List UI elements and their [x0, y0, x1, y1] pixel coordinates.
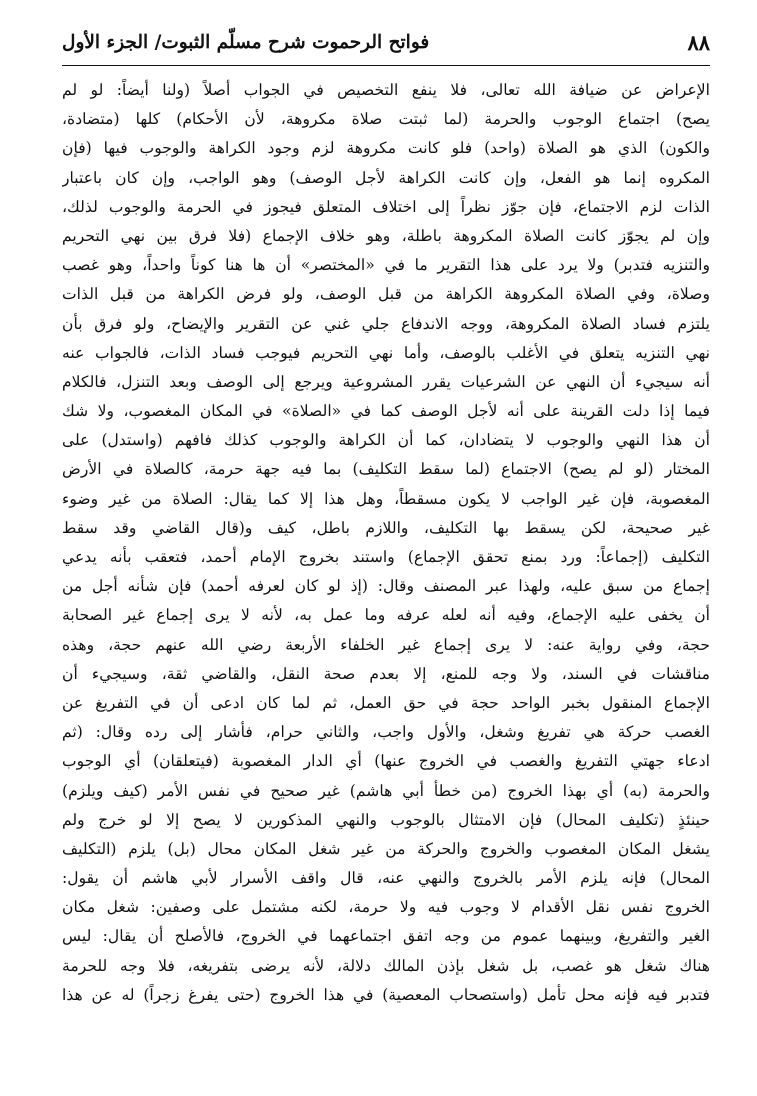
- text-line: التكليف (إجماعاً: ورد بمنع تحقق الإجماع) واستند بخروج الإمام أحمد، فتعقب بأنه يدعي: [62, 548, 710, 566]
- text-line: هناك شغل هو غصب، بل شغل بإذن المالك دلالة، لأنه يرضى بتفريغه، فلا وجه للحرمة: [62, 956, 710, 975]
- text-line: الخروج نفس نقل الأقدام لا وجوب فيه ولا حرمة، لكنه مشتمل على وصفين: شغل مكان: [62, 898, 710, 917]
- text-line: فتدبر فيه فإنه محل تأمل (واستصحاب المعصية) في هذا الخروج (حتى يفرغ زجراً) له عن هذا: [62, 985, 710, 1004]
- text-line: ادعاء جهتي التفريغ والغصب في الخروج عنها) أي الدار المغصوبة (فيتعلقان) أي الوجوب: [62, 752, 710, 771]
- body-text: [62, 76, 710, 1010]
- page-header: [62, 26, 710, 62]
- text-line: وصلاة، وفي الصلاة المكروهة الكراهة من قبل الوصف، ولو فرض الكراهة من قبل الذات: [62, 285, 710, 304]
- text-line: يشغل المكان المغصوب والخروج والحركة من غير شغل المكان محال (بل) يلزم (التكليف: [62, 839, 710, 858]
- text-line: والكون) الذي هو الصلاة (واحد) فلو كانت مكروهة لزم وجود الكراهة والوجوب فيها (فإن: [62, 139, 710, 158]
- text-line: أن هذا النهي والوجوب لا يتضادان، كما أن الكراهة والوجوب كذلك فافهم (واستدل) على: [62, 431, 710, 450]
- text-line: الغصب حركة هي تفريغ وشغل، والأول واجب، والثاني حرام، فأشار إلى رده وقال: (ثم: [62, 723, 710, 742]
- text-line: أن يخفى عليه الإجماع، وفيه أنه لعله عرفه وما عمل به، لأنه لا يرى إجماع غير الصحابة: [62, 606, 710, 625]
- text-line: يصح) اجتماع الوجوب والحرمة (لما ثبتت صلاة مكروهة، لأن الأحكام) كلها (متضادة،: [62, 110, 710, 129]
- text-line: المكروه إنما هو الفعل، وإن كانت الكراهة لأجل الوصف) وهو الواجب، وإن كان باعتبار: [62, 168, 710, 187]
- text-line: غير صحيحة، لكن يسقط بها التكليف، واللازم باطل، كيف و(قال القاضي وقد سقط: [62, 518, 710, 537]
- text-line: المغصوبة، فإن غير الواجب لا يكون مسقطاً، وهل هذا إلا كما يقال: الصلاة من غير وضوء: [62, 489, 710, 508]
- text-line: الذات لزم الاجتماع، فإن جوّز نظراً إلى اختلاف المتعلق فيجوز في الحرمة والوجوب لذلك،: [62, 197, 710, 216]
- text-line: الإعراض عن ضيافة الله تعالى، فلا ينفع التخصيص في الجواب أصلاً (ولنا أيضاً: لو لم: [62, 81, 710, 99]
- running-title: فواتح الرحموت شرح مسلّم الثبوت/ الجزء الأول: [62, 32, 430, 53]
- text-line: إجماع من سبق عليه، ولهذا عبر المصنف وقال: (إذ لو كان لعرفه أحمد) فإن شأنه أجل من: [62, 577, 710, 596]
- text-line: الغير والتفريغ، وبينهما عموم من وجه اتفق اجتماعهما في الخروج، فالأصلح أن يقال: ليس: [62, 927, 710, 946]
- text-line: أنه سيجيء أن النهي عن الشرعيات يقرر المشروعية ويرجع إلى الوصف وبعد التنزل، فالكلام: [62, 372, 710, 391]
- text-line: الإجماع المنقول بخبر الواحد حجة في حق العمل، ثم لما كان ادعى أن في التفريغ عن: [62, 693, 710, 712]
- text-line: يلتزم فساد الصلاة المكروهة، ووجه الاندفاع جلي غني عن التقرير والإيضاح، ولو فرق بأن: [62, 314, 710, 333]
- text-line: مناقشات في السند، ولا وجه للمنع، إلا بعدم صحة النقل، والقاضي ثقة، وسيجيء أن: [62, 664, 710, 683]
- text-line: نهي التنزيه يتعلق في الأغلب بالوصف، وأما نهي التحريم فيوجب فساد الذات، فالجواب عنه: [62, 343, 710, 362]
- page-number: ٨٨: [687, 30, 710, 55]
- text-line: حينئذٍ (تكليف المحال) فإن الامتثال بالوجوب والنهي المذكورين لا يصح إلا لو خرج ولم: [62, 810, 710, 829]
- text-line: المختار (لو لم يصح) الاجتماع (لما سقط التكليف) بما فيه جهة حرمة، كالصلاة في الأرض: [62, 460, 710, 479]
- text-line: وإن لم يجوّز كانت الصلاة المكروهة باطلة، وهو خلاف الإجماع (فلا فرق بين نهي التحريم: [62, 226, 710, 245]
- text-line: المحال) فإنه يلزم الأمر بالخروج والنهي عنه، قال واقف الأسرار لأبي هاشم أن يقول:: [62, 869, 710, 888]
- text-line: حجة، وفي رواية عنه: لا يرى إجماع غير الخلفاء الأربعة رضي الله عنهم حجة، وهذه: [62, 635, 710, 654]
- text-line: والتنزيه فتدبر) ولا يرد على هذا التقرير ما في «المختصر» أن ها هنا كوناً واحداً، وهو غصب: [62, 256, 710, 275]
- text-line: والحرمة (به) أي بهذا الخروج (من خطأ أبي هاشم) غير صحيح في نفس الأمر (كيف ويلزم): [62, 781, 710, 800]
- text-line: فيما إذا دلت القرينة على أنه لأجل الوصف كما في «الصلاة» في المكان المغصوب، ولا شك: [62, 402, 710, 421]
- header-rule: [62, 65, 710, 66]
